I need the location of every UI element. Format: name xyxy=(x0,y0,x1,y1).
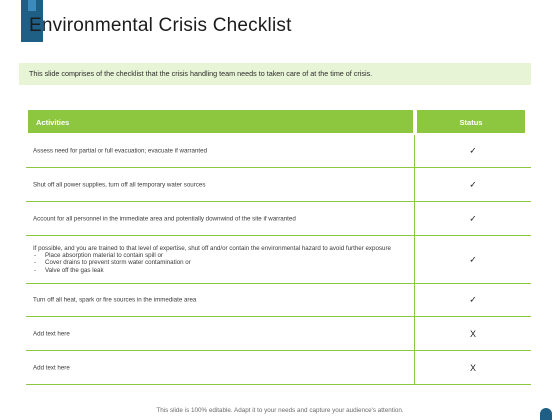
activity-bullet: - Valve off the gas leak xyxy=(33,267,408,274)
activity-text: Shut off all power supplies, turn off all temporary water sources xyxy=(33,180,206,188)
checklist-table xyxy=(26,110,531,386)
description-text: This slide comprises of the checklist that the crisis handling team needs to taken care of at the time of crisis. xyxy=(29,69,373,78)
activity-text: If possible, and you are trained to that level of expertise, shut off and/or contain the environmental hazard to avoid further exposure xyxy=(33,244,391,252)
footer-note: This slide is 100% editable. Adapt it to your needs and capture your audience's attention. xyxy=(156,407,404,414)
activity-text: Add text here xyxy=(33,329,70,337)
activity-cell xyxy=(26,168,415,201)
status-cell xyxy=(415,202,531,235)
activity-bullet: - Cover drains to prevent storm water contamination or xyxy=(33,260,408,267)
table-row xyxy=(26,351,531,385)
activity-text: Account for all personnel in the immediate area and potentially downwind of the site if warranted xyxy=(33,214,296,222)
table-row xyxy=(26,135,531,168)
table-row xyxy=(26,236,531,284)
activity-text: Assess need for partial or full evacuation; evacuate if warranted xyxy=(33,147,208,155)
description-banner xyxy=(19,63,531,85)
status-mark: ✓ xyxy=(469,294,477,305)
activity-text: Turn off all heat, spark or fire sources in the immediate area xyxy=(33,296,197,304)
activity-cell xyxy=(26,284,415,316)
status-mark: ✓ xyxy=(469,254,477,264)
activity-cell xyxy=(26,202,415,235)
activity-cell xyxy=(26,236,415,283)
status-cell xyxy=(415,284,531,316)
table-row xyxy=(26,284,531,317)
activity-cell xyxy=(26,135,415,167)
status-mark: ✓ xyxy=(469,179,477,189)
status-mark: X xyxy=(469,362,476,373)
status-mark: ✓ xyxy=(469,145,477,156)
slide-title: Environmental Crisis Checklist xyxy=(29,15,292,36)
status-mark: X xyxy=(469,328,476,339)
activities-header-label: Activities xyxy=(36,118,70,127)
status-header-label: Status xyxy=(459,118,483,127)
table-row xyxy=(26,317,531,351)
activity-bullet: - Place absorption material to contain spill or xyxy=(33,252,408,259)
table-row xyxy=(26,168,531,202)
corner-decoration xyxy=(540,408,552,420)
activity-cell xyxy=(26,351,415,384)
activities-header xyxy=(28,110,413,133)
activity-text-block xyxy=(33,245,408,275)
status-cell xyxy=(415,236,531,283)
status-mark: ✓ xyxy=(469,213,477,223)
status-cell xyxy=(415,351,531,384)
activity-bullet-list xyxy=(33,252,408,274)
status-cell xyxy=(415,135,531,167)
status-cell xyxy=(415,317,531,350)
table-row xyxy=(26,202,531,236)
activity-text: Add text here xyxy=(33,363,70,371)
status-header xyxy=(417,110,525,133)
activity-cell xyxy=(26,317,415,350)
title-accent-mark xyxy=(28,0,36,11)
status-cell xyxy=(415,168,531,201)
